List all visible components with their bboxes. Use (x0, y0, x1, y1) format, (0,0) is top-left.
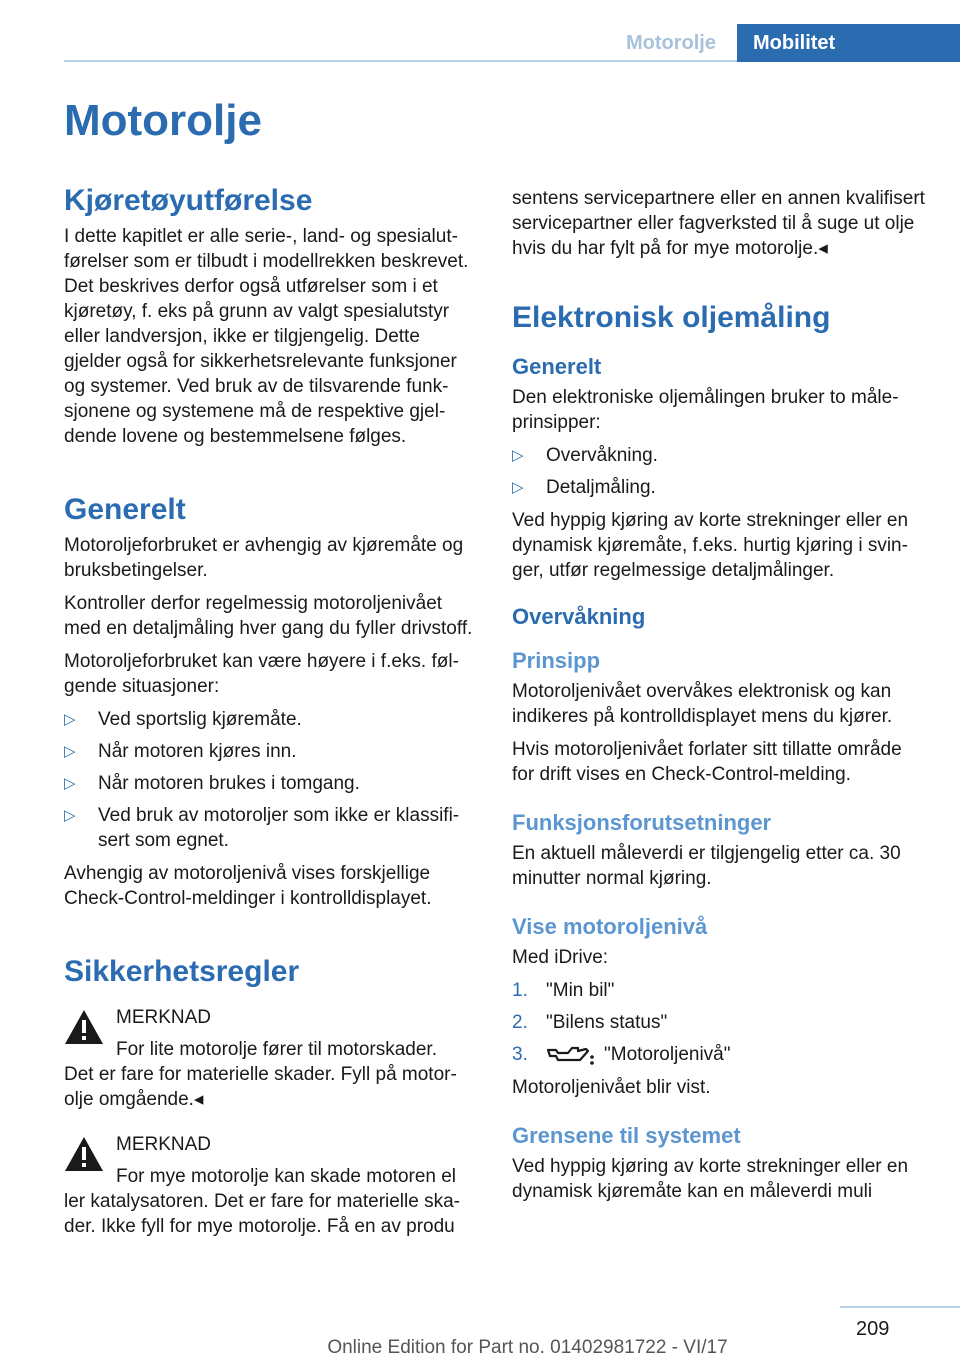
paragraph-function-requirements: En aktuell måleverdi er tilgjengelig etter ca. 30 minutter normal kjøring. (512, 843, 901, 889)
paragraph-frequent-driving: Ved hyppig kjøring av korte strekninger eller en dynamisk kjøremåte, f.eks. hurtig kjøring i svinger, utfør regelmessige detaljmålinger. (512, 510, 909, 581)
footer-edition: Online Edition for Part no. 01402981722 - VI/17 (327, 1337, 728, 1358)
list-item: ▷ Detaljmåling. (512, 477, 656, 498)
paragraph-idrive: Med iDrive: (512, 947, 609, 968)
heading-show-oil-level: Vise motoroljenivå (512, 914, 708, 939)
step-item (512, 978, 928, 1003)
paragraph-continued: sentens servicepartnere eller en annen kvalifisert servicepartner eller fagverksted til å suge ut olje hvis du har fylt på for mye motorolje.◂ (512, 188, 925, 259)
paragraph-vehicle-version: I dette kapitlet er alle serie-, land- og spesialutførelser som er tilbudt i modellrekken beskrevet. Det beskrives derfor også utførelser som i et kjøretøy, f. eks på grunn av valgt spesialutstyr eller landversjon, ikke er tilgjengelig. Dette gjelder også for sikkerhetsrelevante funksjoner og systemer. Ved bruk av de tilsvarende funksjonene og systemene må de respektive gjeldende lovene og bestemmelsene følges. (64, 226, 469, 447)
heading-safety: Sikkerhetsregler (64, 955, 300, 988)
triangle-bullet-icon: ▷ (512, 447, 524, 464)
page-number: 209 (856, 1318, 890, 1340)
heading-general-right: Generelt (512, 354, 602, 379)
warning-note-1 (64, 1005, 480, 1112)
warning-note-2 (64, 1132, 480, 1239)
paragraph-general-4: Avhengig av motoroljenivå vises forskjellige Check-Control-meldinger i kontrolldisplayet. (64, 863, 432, 909)
idrive-steps-list (512, 978, 928, 1067)
consumption-situations-list (64, 707, 480, 853)
step-number: 1. (512, 980, 528, 1001)
header-section-tab[interactable]: Motorolje (626, 32, 716, 54)
paragraph-general-3: Motoroljeforbruket kan være høyere i f.eks. følgende situasjoner: (64, 651, 459, 697)
menu-path-oil-level[interactable]: "Motoroljenivå" (604, 1044, 731, 1065)
warning-text-rest: ler katalysatoren. Det er fare for materielle skader. Ikke fyll for mye motorolje. Få en av produ (64, 1191, 460, 1237)
list-item: ▷ Overvåkning. (512, 445, 658, 466)
paragraph-general-2: Kontroller derfor regelmessig motoroljenivået med en detaljmåling hver gang du fyller drivstoff. (64, 593, 473, 639)
menu-path-my-car[interactable]: "Min bil" (546, 980, 615, 1001)
right-column (512, 186, 928, 1204)
triangle-bullet-icon: ▷ (64, 711, 76, 728)
heading-monitoring: Overvåkning (512, 604, 646, 629)
step-item (512, 1042, 928, 1067)
triangle-bullet-icon: ▷ (512, 479, 524, 496)
step-number: 3. (512, 1044, 528, 1065)
paragraph-general-1: Motoroljeforbruket er avhengig av kjøremåte og bruksbetingelser. (64, 535, 464, 581)
warning-triangle-icon (64, 1009, 104, 1045)
triangle-bullet-icon: ▷ (64, 775, 76, 792)
warning-triangle-icon (64, 1136, 104, 1172)
triangle-bullet-icon: ▷ (64, 743, 76, 760)
warning-text-first-line: For lite motorolje fører til motorskader. (116, 1039, 437, 1060)
oil-can-icon (546, 1044, 594, 1066)
heading-function-requirements: Funksjonsforutsetninger (512, 810, 772, 835)
paragraph-oil-level-shown: Motoroljenivået blir vist. (512, 1077, 711, 1098)
step-number: 2. (512, 1012, 528, 1033)
warning-label: MERKNAD (116, 1134, 212, 1155)
page-title: Motorolje (64, 96, 262, 145)
footer-rule (840, 1306, 960, 1308)
warning-text-rest: Det er fare for materielle skader. Fyll på motorolje omgående.◂ (64, 1064, 457, 1110)
paragraph-principles: Den elektroniske oljemålingen bruker to måleprinsipper: (512, 387, 899, 433)
header-chapter-tab[interactable]: Mobilitet (737, 24, 960, 62)
paragraph-principle-2: Hvis motoroljenivået forlater sitt tillatte område for drift vises en Check-Control-melding. (512, 739, 902, 785)
list-item: ▷ Ved sportslig kjøremåte. (64, 709, 302, 730)
triangle-bullet-icon: ▷ (64, 807, 76, 824)
list-item: ▷ Ved bruk av motoroljer som ikke er klassifisert som egnet. (64, 805, 460, 851)
step-item (512, 1010, 928, 1035)
paragraph-principle-1: Motoroljenivået overvåkes elektronisk og kan indikeres på kontrolldisplayet mens du kjører. (512, 681, 893, 727)
heading-system-limits: Grensene til systemet (512, 1123, 741, 1148)
list-item: ▷ Når motoren brukes i tomgang. (64, 773, 360, 794)
left-column (64, 182, 480, 1239)
heading-vehicle-version: Kjøretøyutførelse (64, 184, 313, 217)
menu-path-vehicle-status[interactable]: "Bilens status" (546, 1012, 668, 1033)
warning-label: MERKNAD (116, 1007, 212, 1028)
list-item: ▷ Når motoren kjøres inn. (64, 741, 297, 762)
heading-electronic-oil-measurement: Elektronisk oljemåling (512, 301, 831, 334)
heading-principle: Prinsipp (512, 648, 601, 673)
measurement-principles-list (512, 443, 928, 500)
warning-text-first-line: For mye motorolje kan skade motoren el (116, 1166, 457, 1187)
paragraph-system-limits: Ved hyppig kjøring av korte strekninger eller en dynamisk kjøremåte kan en måleverdi muli (512, 1156, 909, 1202)
heading-general: Generelt (64, 493, 186, 526)
